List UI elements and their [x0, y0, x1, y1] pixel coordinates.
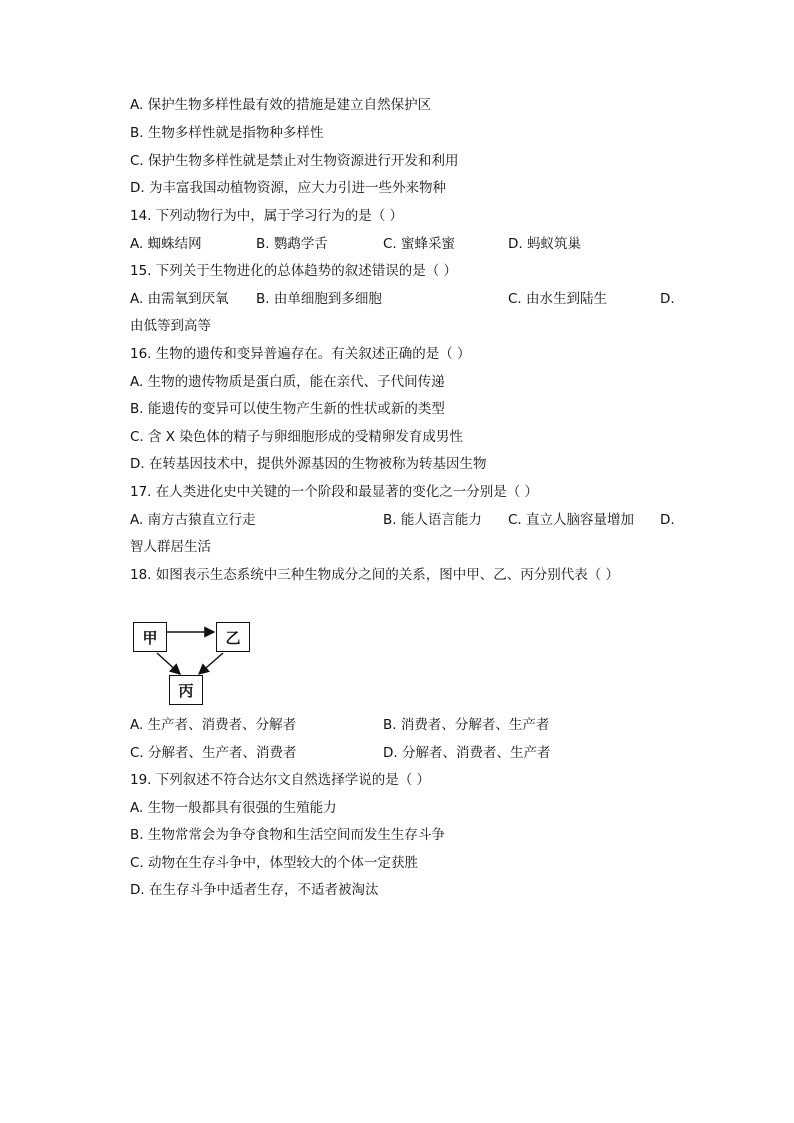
q16-option-a: A. 生物的遗传物质是蛋白质，能在亲代、子代间传递 — [130, 374, 445, 390]
q13-option-b: B. 生物多样性就是指物种多样性 — [130, 125, 324, 141]
arrow-jia-to-bing — [157, 653, 180, 674]
node-jia: 甲 — [133, 622, 167, 652]
q16-option-b: B. 能遗传的变异可以使生物产生新的性状或新的类型 — [130, 401, 445, 417]
q13-option-d: D. 为丰富我国动植物资源，应大力引进一些外来物种 — [130, 180, 446, 196]
q14-option-a: A. 蜘蛛结网 — [130, 236, 202, 252]
q17-option-d-text: 智人群居生活 — [130, 539, 211, 555]
q15-option-c: C. 由水生到陆生 — [508, 291, 608, 307]
q18-option-a: A. 生产者、消费者、分解者 — [130, 717, 297, 733]
q19-stem: 19. 下列叙述不符合达尔文自然选择学说的是（ ） — [130, 772, 431, 788]
q13-option-c: C. 保护生物多样性就是禁止对生物资源进行开发和利用 — [130, 153, 459, 169]
q15-option-a: A. 由需氧到厌氧 — [130, 291, 229, 307]
q14-option-b: B. 鹦鹉学舌 — [256, 236, 328, 252]
q14-stem: 14. 下列动物行为中，属于学习行为的是（ ） — [130, 208, 404, 224]
q19-option-b: B. 生物常常会为争夺食物和生活空间而发生生存斗争 — [130, 827, 445, 843]
node-bing: 丙 — [169, 675, 203, 705]
q15-option-d-text: 由低等到高等 — [130, 318, 211, 334]
q17-option-a: A. 南方古猿直立行走 — [130, 512, 256, 528]
q17-option-d: D. — [660, 512, 675, 528]
q14-option-c: C. 蜜蜂采蜜 — [383, 236, 456, 252]
q14-option-d: D. 蚂蚁筑巢 — [508, 236, 581, 252]
q13-option-a: A. 保护生物多样性最有效的措施是建立自然保护区 — [130, 97, 432, 113]
q18-stem: 18. 如图表示生态系统中三种生物成分之间的关系，图中甲、乙、丙分别代表（ ） — [130, 567, 620, 583]
q15-option-b: B. 由单细胞到多细胞 — [256, 291, 382, 307]
q15-option-d: D. — [660, 291, 675, 307]
q17-option-b: B. 能人语言能力 — [383, 512, 482, 528]
q15-stem: 15. 下列关于生物进化的总体趋势的叙述错误的是（ ） — [130, 263, 458, 279]
q17-option-c: C. 直立人脑容量增加 — [508, 512, 635, 528]
q17-stem: 17. 在人类进化史中关键的一个阶段和最显著的变化之一分别是（ ） — [130, 484, 539, 500]
q19-option-d: D. 在生存斗争中适者生存，不适者被淘汰 — [130, 882, 379, 898]
q16-stem: 16. 生物的遗传和变异普遍存在。有关叙述正确的是（ ） — [130, 346, 471, 362]
q18-option-d: D. 分解者、消费者、生产者 — [383, 745, 551, 761]
q16-option-c: C. 含 X 染色体的精子与卵细胞形成的受精卵发育成男性 — [130, 429, 463, 445]
node-yi: 乙 — [216, 622, 250, 652]
q19-option-a: A. 生物一般都具有很强的生殖能力 — [130, 800, 337, 816]
q18-option-b: B. 消费者、分解者、生产者 — [383, 717, 550, 733]
q19-option-c: C. 动物在生存斗争中，体型较大的个体一定获胜 — [130, 855, 419, 871]
q18-option-c: C. 分解者、生产者、消费者 — [130, 745, 297, 761]
arrow-yi-to-bing — [199, 653, 223, 674]
q16-option-d: D. 在转基因技术中，提供外源基因的生物被称为转基因生物 — [130, 456, 487, 472]
